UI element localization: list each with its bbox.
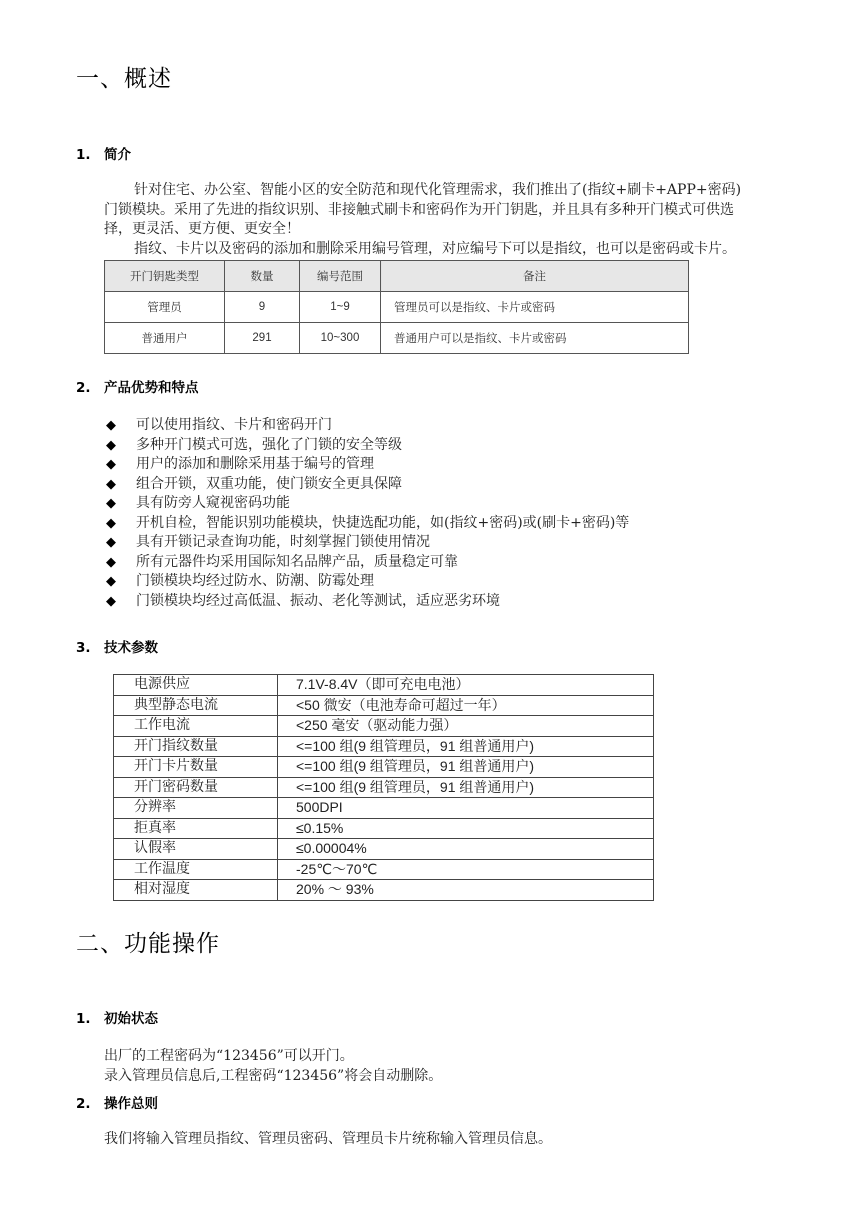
paragraph-line: 出厂的工程密码为“123456”可以开门。 — [104, 1048, 354, 1064]
table-cell: 10~300 — [300, 323, 381, 354]
list-item — [106, 436, 629, 456]
table-row — [114, 818, 654, 839]
table-header-row — [105, 261, 689, 292]
spec-value: <=100 组(9 组管理员，91 组普通用户) — [278, 736, 654, 757]
spec-value: <=100 组(9 组管理员，91 组普通用户) — [278, 777, 654, 798]
spec-name: 分辨率 — [114, 798, 278, 819]
list-item — [106, 416, 629, 436]
spec-name: 相对湿度 — [114, 880, 278, 901]
diamond-bullet-icon: ◆ — [106, 496, 116, 511]
table-header-cell: 开门钥匙类型 — [105, 261, 225, 292]
subsection-number: 1. — [76, 1011, 91, 1027]
diamond-bullet-icon: ◆ — [106, 535, 116, 550]
list-item — [106, 514, 629, 534]
list-item — [106, 494, 629, 514]
subsection-heading-initial — [76, 1007, 158, 1027]
spec-name: 认假率 — [114, 839, 278, 860]
list-item — [106, 553, 629, 573]
list-item — [106, 592, 629, 612]
list-item-text: 门锁模块均经过高低温、振动、老化等测试，适应恶劣环境 — [136, 592, 500, 609]
list-item-text: 开机自检，智能识别功能模块，快捷选配功能，如(指纹+密码)或(刷卡+密码)等 — [136, 514, 630, 531]
diamond-bullet-icon: ◆ — [106, 515, 116, 531]
table-cell: 9 — [225, 292, 300, 323]
spec-name: 电源供应 — [114, 675, 278, 696]
table-row — [114, 880, 654, 901]
table-row — [114, 695, 654, 716]
spec-value: 20% ～ 93% — [278, 880, 654, 901]
table-row — [114, 798, 654, 819]
paragraph-line: 我们将输入管理员指纹、管理员密码、管理员卡片统称输入管理员信息。 — [104, 1131, 552, 1147]
table-row — [105, 292, 689, 323]
spec-name: 开门卡片数量 — [114, 757, 278, 778]
subsection-heading-features — [76, 376, 199, 396]
feature-list — [106, 416, 629, 611]
table-cell: 普通用户 — [105, 323, 225, 354]
diamond-bullet-icon: ◆ — [106, 574, 116, 589]
table-row — [114, 736, 654, 757]
spec-value: 7.1V-8.4V（即可充电电池） — [278, 675, 654, 696]
subsection-number: 1. — [76, 147, 91, 163]
list-item — [106, 455, 629, 475]
diamond-bullet-icon: ◆ — [106, 593, 116, 609]
spec-name: 典型静态电流 — [114, 695, 278, 716]
spec-value: ≤0.15% — [278, 818, 654, 839]
subsection-number: 2. — [76, 380, 91, 396]
list-item — [106, 572, 629, 592]
table-row — [114, 839, 654, 860]
spec-value: ≤0.00004% — [278, 839, 654, 860]
diamond-bullet-icon: ◆ — [106, 418, 116, 433]
diamond-bullet-icon: ◆ — [106, 457, 116, 472]
list-item-text: 具有开锁记录查询功能，时刻掌握门锁使用情况 — [136, 534, 430, 550]
table-cell: 普通用户可以是指纹、卡片或密码 — [381, 323, 689, 354]
initial-state-text — [104, 1047, 442, 1086]
subsection-heading-specs — [76, 636, 158, 656]
table-header-cell: 备注 — [381, 261, 689, 292]
rules-text — [104, 1130, 552, 1150]
spec-name: 工作温度 — [114, 859, 278, 880]
list-item — [106, 475, 629, 495]
list-item-text: 所有元器件均采用国际知名品牌产品，质量稳定可靠 — [136, 553, 458, 570]
list-item-text: 多种开门模式可选，强化了门锁的安全等级 — [136, 436, 402, 453]
spec-name: 拒真率 — [114, 818, 278, 839]
subsection-title: 简介 — [104, 147, 131, 163]
diamond-bullet-icon: ◆ — [106, 476, 116, 492]
intro-line: 指纹、卡片以及密码的添加和删除采用编号管理，对应编号下可以是指纹，也可以是密码或卡片。 — [134, 240, 736, 257]
subsection-title: 产品优势和特点 — [104, 380, 199, 396]
section-title-operation: 二、功能操作 — [76, 931, 220, 957]
table-cell: 291 — [225, 323, 300, 354]
subsection-title: 技术参数 — [104, 640, 158, 656]
spec-value: -25℃～70℃ — [278, 859, 654, 880]
paragraph-line: 录入管理员信息后,工程密码“123456”将会自动删除。 — [104, 1067, 443, 1084]
diamond-bullet-icon: ◆ — [106, 554, 116, 570]
subsection-title: 操作总则 — [104, 1096, 158, 1112]
list-item-text: 可以使用指纹、卡片和密码开门 — [136, 417, 332, 433]
subsection-heading-rules — [76, 1092, 158, 1112]
table-cell: 1~9 — [300, 292, 381, 323]
spec-value: <=100 组(9 组管理员，91 组普通用户) — [278, 757, 654, 778]
list-item — [106, 533, 629, 553]
table-row — [114, 859, 654, 880]
table-row — [114, 675, 654, 696]
key-type-table — [104, 260, 689, 354]
spec-name: 工作电流 — [114, 716, 278, 737]
intro-line: 择，更灵活、更方便、更安全！ — [104, 221, 300, 237]
spec-name: 开门密码数量 — [114, 777, 278, 798]
spec-value: <50 微安（电池寿命可超过一年） — [278, 695, 654, 716]
table-row — [105, 323, 689, 354]
spec-name: 开门指纹数量 — [114, 736, 278, 757]
diamond-bullet-icon: ◆ — [106, 437, 116, 453]
subsection-number: 3. — [76, 640, 91, 656]
intro-paragraph — [104, 181, 794, 259]
table-row — [114, 716, 654, 737]
spec-value: 500DPI — [278, 798, 654, 819]
table-cell: 管理员 — [105, 292, 225, 323]
table-row — [114, 757, 654, 778]
list-item-text: 门锁模块均经过防水、防潮、防霉处理 — [136, 573, 374, 589]
subsection-title: 初始状态 — [104, 1011, 158, 1027]
list-item-text: 具有防旁人窥视密码功能 — [136, 495, 290, 511]
section-title-overview: 一、概述 — [76, 66, 172, 92]
spec-table — [113, 674, 654, 901]
subsection-heading-intro — [76, 143, 131, 163]
table-cell: 管理员可以是指纹、卡片或密码 — [381, 292, 689, 323]
list-item-text: 用户的添加和删除采用基于编号的管理 — [136, 456, 374, 472]
table-row — [114, 777, 654, 798]
table-header-cell: 编号范围 — [300, 261, 381, 292]
intro-line: 门锁模块。采用了先进的指纹识别、非接触式刷卡和密码作为开门钥匙，并且具有多种开门模式可供选 — [104, 201, 734, 218]
intro-line: 针对住宅、办公室、智能小区的安全防范和现代化管理需求，我们推出了(指纹+刷卡+APP+密码) — [134, 182, 742, 198]
spec-value: <250 毫安（驱动能力强） — [278, 716, 654, 737]
subsection-number: 2. — [76, 1096, 91, 1112]
list-item-text: 组合开锁，双重功能，使门锁安全更具保障 — [136, 475, 402, 492]
table-header-cell: 数量 — [225, 261, 300, 292]
